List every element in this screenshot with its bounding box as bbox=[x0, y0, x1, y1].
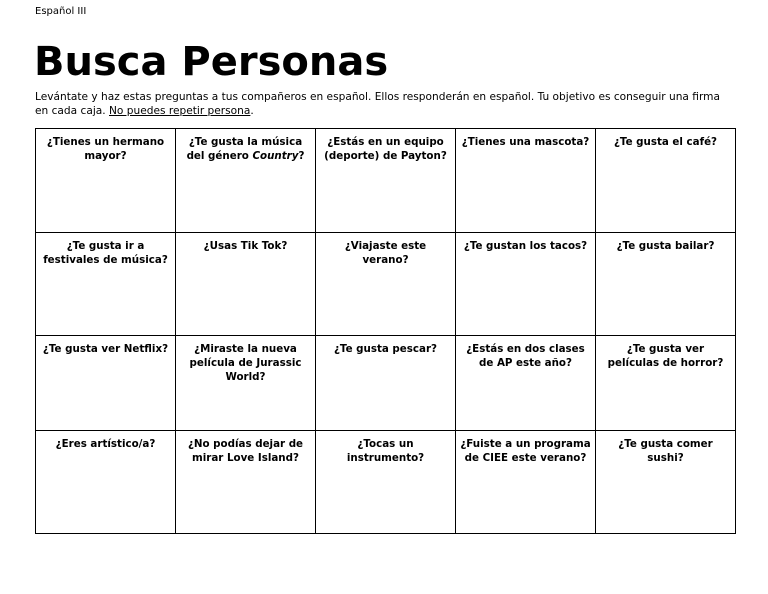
question: ¿Te gusta comer sushi? bbox=[618, 438, 713, 464]
grid-cell bbox=[596, 431, 736, 534]
question bbox=[187, 136, 305, 162]
grid-cell bbox=[596, 233, 736, 336]
question: ¿Te gusta ir a festivales de música? bbox=[43, 240, 168, 266]
question: ¿Fuiste a un programa de CIEE este verano? bbox=[460, 438, 591, 464]
question-pre: ¿Te gusta la música del género bbox=[186, 136, 303, 162]
signature-grid bbox=[35, 128, 736, 534]
grid-cell bbox=[176, 431, 316, 534]
question: ¿Te gusta bailar? bbox=[616, 240, 715, 252]
question: ¿Estás en un equipo (deporte) de Payton? bbox=[324, 136, 447, 162]
question: ¿Usas Tik Tok? bbox=[203, 240, 288, 252]
grid-cell bbox=[456, 431, 596, 534]
grid-row bbox=[36, 129, 736, 233]
grid-cell bbox=[456, 233, 596, 336]
grid-row bbox=[36, 431, 736, 534]
grid-cell bbox=[36, 233, 176, 336]
grid-cell bbox=[36, 431, 176, 534]
grid-row bbox=[36, 233, 736, 336]
question: ¿Te gusta pescar? bbox=[333, 343, 438, 355]
question-post: ? bbox=[298, 150, 305, 162]
question: ¿Tocas un instrumento? bbox=[346, 438, 425, 464]
grid-cell bbox=[456, 129, 596, 233]
page-title: Busca Personas bbox=[34, 39, 389, 85]
question: ¿Te gusta el café? bbox=[613, 136, 718, 148]
question: ¿Miraste la nueva película de Jurassic World? bbox=[189, 343, 302, 383]
question: ¿Tienes un hermano mayor? bbox=[46, 136, 165, 162]
instructions-rule: No puedes repetir persona bbox=[109, 105, 251, 117]
instructions bbox=[35, 90, 735, 118]
question: ¿Estás en dos clases de AP este año? bbox=[466, 343, 585, 369]
question: ¿Te gusta ver Netflix? bbox=[42, 343, 169, 355]
instructions-text: Levántate y haz estas preguntas a tus compañeros en español. Ellos responderán en español. Tu objetivo es conseguir una firma en cada caja. bbox=[35, 91, 720, 117]
grid-row bbox=[36, 336, 736, 431]
question-emphasis: Country bbox=[252, 150, 299, 162]
grid-cell bbox=[596, 336, 736, 431]
grid-cell bbox=[316, 431, 456, 534]
course-label: Español III bbox=[35, 6, 87, 17]
question: ¿Tienes una mascota? bbox=[461, 136, 590, 148]
question: ¿No podías dejar de mirar Love Island? bbox=[187, 438, 304, 464]
grid-cell bbox=[456, 336, 596, 431]
grid-cell bbox=[36, 336, 176, 431]
instructions-end: . bbox=[250, 105, 254, 117]
question: ¿Viajaste este verano? bbox=[344, 240, 427, 266]
question: ¿Te gusta ver películas de horror? bbox=[607, 343, 724, 369]
grid-cell bbox=[596, 129, 736, 233]
question: ¿Eres artístico/a? bbox=[55, 438, 156, 450]
grid-cell bbox=[36, 129, 176, 233]
grid-cell bbox=[316, 129, 456, 233]
question: ¿Te gustan los tacos? bbox=[463, 240, 588, 252]
grid-cell bbox=[316, 233, 456, 336]
grid-cell bbox=[176, 233, 316, 336]
grid-cell bbox=[176, 129, 316, 233]
grid-cell bbox=[176, 336, 316, 431]
grid-cell bbox=[316, 336, 456, 431]
